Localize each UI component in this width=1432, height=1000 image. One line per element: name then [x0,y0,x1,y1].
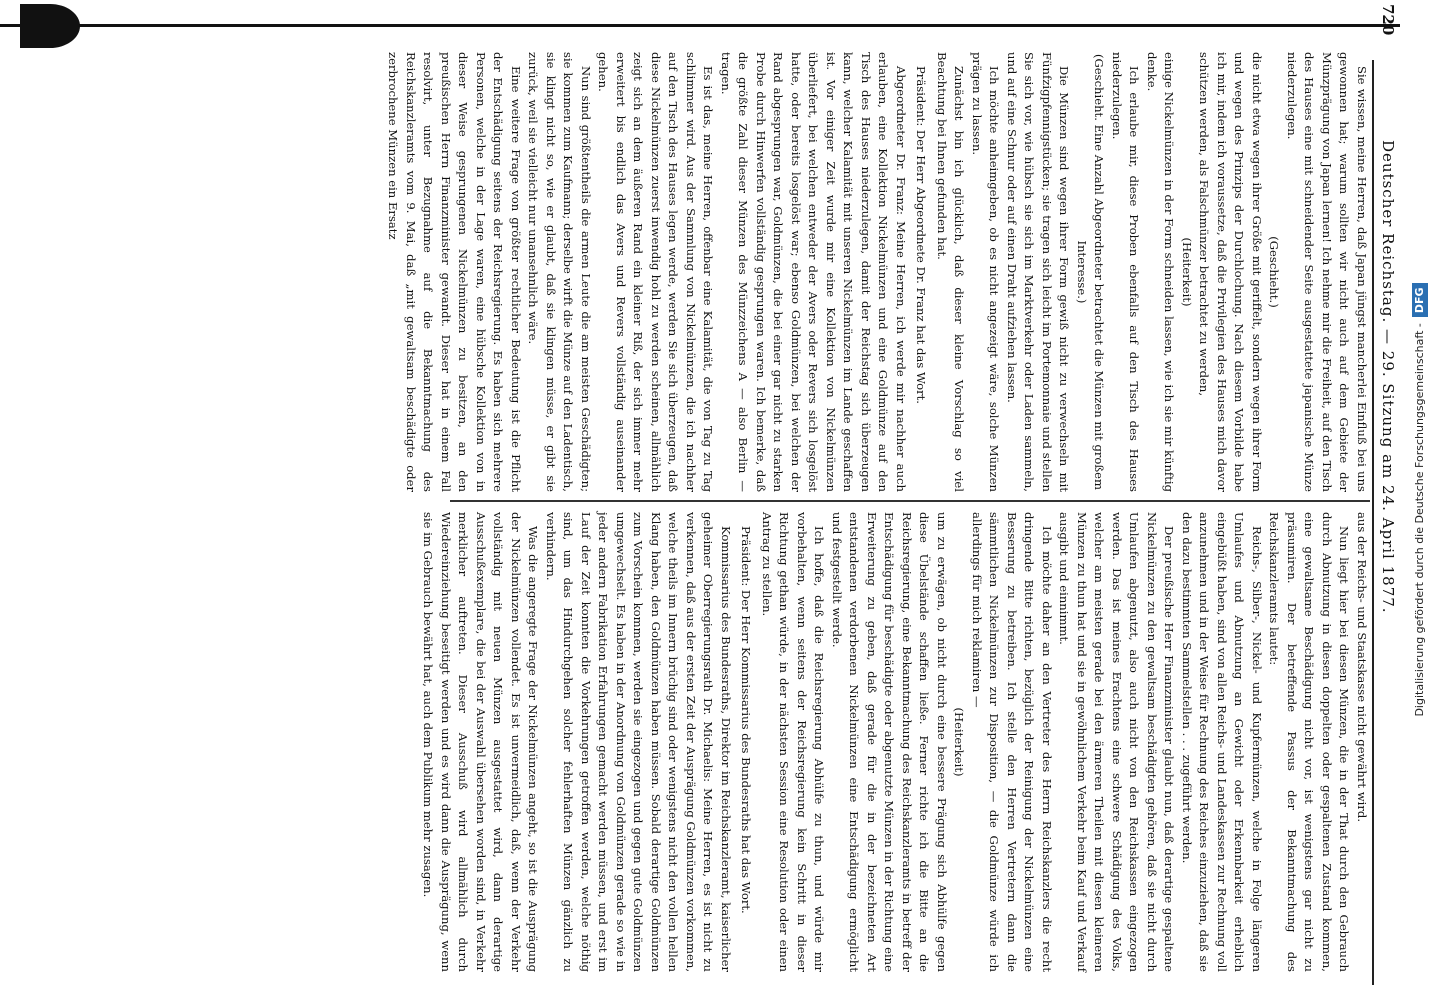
paragraph: Eine weitere Frage von größter rechtlicher Bedeutung ist die Pflicht der Entschädigung seitens der Reichsregierung. Es haben sich mehrere Personen, welche in der Lage waren, eine hübsche Kollektion von in dieser Weise gesprungenen Nickelmünzen zu besitzen, an den preußischen Herrn Finanzminister gewandt. Dieser hat in einem Fall resolvirt, unter Bezugnahme auf die Bekanntmachung des Reichskanzleramts vom 9. Mai, daß „mit gewaltsam beschädigte oder zerbrochene Münzen ein Ersatz [386,52,523,492]
stage-direction: (Heiterkeit) [1180,237,1194,307]
right-column [420,512,1370,992]
paragraph: einige Nickelmünzen in der Form schneiden lassen, wie ich sie mir künftig denke. [1145,52,1177,492]
paragraph: Zunächst bin ich glücklich, daß dieser kleine Vorschlag so viel Beachtung bei Ihnen gefunden hat. [935,52,967,492]
paragraph: Nun liegt hier bei diesen Münzen, die in der That durch den Gebrauch durch Abnutzung in diesen doppelten oder gespaltenen Zustand kommen, eine gewaltsame Beschädigung nicht vor, ist wenigstens gar nicht zu präsumiren. Der betreffende Passus der Bekanntmachung des Reichskanzleramts lautet: [1267,512,1352,972]
credit-text: Digitalisierung gefördert durch die Deutsche Forschungsgemeinschaft - [1413,323,1426,717]
speaker-paragraph: Abgeordneter Dr. Franz: Meine Herren, ich werde mir nachher auch erlauben, eine Kollektion Nickelmünzen und eine Goldmünze auf den Tisch des Hauses niederzulegen, damit der Reichstag sich überzeugen kann, welcher Kalamität mit unseren Nickelmünzen im Lande geschaffen ist. Vor einiger Zeit wurde mir eine Kollektion von Nickelmünzen überliefert, bei welchen entweder der Avers oder Revers sich losgelöst hatte, oder bereits losgelöst war; ebenso Goldmünzen, bei welchen der Rand abgesprungen war, Goldmünzen, die bei einer gar nicht zu starken Probe durch Hinwerfen vollständig gesprungen waren. Ich bemerke, daß die größte Zahl dieser Münzen des Münzzeichens A — also Berlin — tragen. [719,52,908,492]
paragraph: Ich erlaube mir, diese Proben ebenfalls auf den Tisch des Hauses niederzulegen. [1110,52,1142,492]
column-divider [450,500,1370,502]
stage-direction: (Heiterkeit) [952,707,967,777]
credit-text-line [1408,0,1432,1000]
paragraph: Der preußische Herr Finanzminister glaubt nun, daß derartige gespaltene Nickelmünzen zu den gewaltsam beschädigten gehören, daß sie nicht durch Umlaufen abgenutzt, also auch nicht von den Reichskassen eingezogen werden. Das ist meines Erachtens eine schwere Schädigung des Volks, welcher am meisten gerade bei den ärmeren Theilen mit diesen kleineren Münzen zu thun hat und sie in gewöhnlichem Verkehr beim Kauf und Verkauf ausgibt und einnimmt. [1057,512,1177,972]
header-rule [1372,60,1374,985]
running-title: Deutscher Reichstag. — 29. Sitzung am 24. April 1877. [1379,140,1397,614]
left-column-text [384,52,1370,492]
paragraph: Sie wissen, meine Herren, daß Japan jüngst mancherlei Einfluß bei uns gewonnen hat; warum sollten wir nicht auch auf dem Gebiete der Münzprägung von Japan lernen! Ich nehme mir die Freiheit, auf den Tisch des Hauses eine mit schneidender Seite ausgestattete japanische Münze niederzulegen. [1285,52,1369,492]
paragraph: um zu erwägen, ob nicht durch eine bessere Prägung sich Abhülfe gegen diese Übelstände schaffen ließe. Ferner richte ich die Bitte an die Reichsregierung, eine Bekanntmachung des Reichskanzleramts in betreff der Entschädigung für beschädigte oder abgenutzte Münzen in der Richtung eine Erweiterung zu geben, daß gerade für die in der bezeichneten Art entstandenen verdorbenen Nickelmünzen eine Entschädigung ermöglicht und festgestellt werde. [830,512,949,972]
page-edge-line [0,24,1400,27]
page-edge [0,0,1400,48]
quoted-regulation: Reichs-, Silber-, Nickel- und Kupfermünzen, welche in Folge längeren Umlaufes und Abnutzung an Gewicht oder Erkennbarkeit erheblich eingebüßt haben, sind von allen Reichs- und Landeskassen zur Rechnung voll anzunehmen und in der Weise für Rechnung des Reiches einzuziehen, daß sie den dazu bestimmten Sammelstellen . . . zugeführt werden. [1180,512,1264,972]
digitization-credit [1408,0,1432,1000]
paragraph: Ich hoffe, daß die Reichsregierung Abhülfe zu thun, und würde mir vorbehalten, wenn seitens der Reichsregierung kein Schritt in dieser Richtung gethan würde, in der nächsten Session eine Resolution oder einen Antrag zu stellen. [760,512,827,972]
binding-clip-shape [20,4,80,48]
stage-direction: (Geschieht.) [1267,236,1282,308]
paragraph: Ich möchte anheimgeben, ob es nicht angezeigt wäre, solche Münzen prägen zu lassen. [970,52,1002,492]
paragraph: aus der Reichs- und Staatskasse nicht gewährt wird. [1355,512,1369,823]
page-number: 720 [1379,4,1397,36]
paragraph: Ich möchte daher an den Vertreter des Herrn Reichskanzlers die recht dringende Bitte richten, bezüglich der Reinigung der Nickelmünzen eine Besserung zu betreiben. Ich stelle den Herren Vertretern dann die sämmtlichen Nickelmünzen zur Disposition, — die Goldmünze würde ich allerdings für mich reklamiren — [970,512,1054,972]
left-column [386,52,1370,532]
dfg-logo: DFG [1412,283,1428,317]
speaker-paragraph: Präsident: Der Herr Abgeordnete Dr. Franz hat das Wort. [914,66,929,404]
paragraph: Nun sind größtentheils die armen Leute die am meisten Geschädigten; sie kommen zum Kaufmann; derselbe wirft die Münze auf den Ladentisch, sie klingt nicht so, wie er glaubt, daß sie klingen müsse, er gibt sie zurück, weil sie vielleicht nur unansehnlich wäre. [526,52,593,492]
paragraph: Die Münzen sind wegen ihrer Form gewiß nicht zu verwechseln mit Fünfzigpfennigstücken; sie tragen sich leicht im Portemonnaie und stellen Sie sich vor, wie hübsch sie sich im Marktverkehr oder Laden sammeln, und auf eine Schnur oder auf einen Draht aufziehen lassen. [1005,52,1072,492]
paragraph: die nicht etwa wegen ihrer Größe mit geriffelt, sondern wegen ihrer Form und wegen des Prinzips der Durchlochung. Nach diesem Vorbilde habe ich mir, indem ich voraussetze, daß die Privilegien des Hauses mich davor schützen werden, als Falschmünzer betrachtet zu werden, [1197,52,1264,492]
speaker-paragraph: Kommissarius des Bundesraths, Direktor im Reichskanzleramt, kaiserlicher geheimer Oberregierungsrath Dr. Michaelis: Meine Herren, es ist nicht zu verkennen, daß aus der ersten Zeit der Ausprägung Goldmünzen vorkommen, welche theils im Innern brüchig sind oder wenigstens nicht den vollen hellen Klang haben, den Goldmünzen haben müssen. Sobald derartige Goldmünzen zum Vorschein kommen, werden sie eingezogen und gegen gute Goldmünzen umgewechselt. Es haben in der Anordnung von Goldmünzen gerade so wie in jeder andern Fabrikation Erfahrungen gemacht werden müssen, und erst im Lauf der Zeit konnten die Vorkehrungen getroffen werden, welche nöthig sind, um das Hindurchgehen solcher fehlerhaften Münzen gänzlich zu verhindern. [544,512,733,972]
right-column-text [419,512,1370,972]
paragraph: Was die angeregte Frage der Nickelmünzen angeht, so ist die Ausprägung der Nickelmünzen vollendet. Es ist unvermeidlich, daß, wenn der Verkehr vollständig mit neuen Münzen ausgestattet wird, dann derartige Ausschußexemplare, die bei der Auswahl übersehen worden sind, in Verkehr merklicher auftreten. Dieser Ausschuß wird allmählich durch Wiedereinziehung beseitigt werden und es wird dann die Ausprägung, wenn sie im Gebrauch bewährt hat, auch dem Publikum mehr zusagen. [421,512,541,972]
paragraph: Es ist das, meine Herren, offenbar eine Kalamität, die von Tag zu Tag schlimmer wird. Aus der Sammlung von Nickelmünzen, die ich nachher auf den Tisch des Hauses legen werde, werden Sie sich überzeugen, daß diese Nickelmünzen zuerst inwendig hohl zu werden scheinen, allmählich zeigt sich an dem äußeren Rand ein kleiner Riß, der sich immer mehr erweitert bis endlich das Avers und Revers vollständig auseinander gehen. [596,52,716,492]
page-header [1378,0,1398,1000]
stage-direction: (Geschieht. Eine Anzahl Abgeordneter betrachtet die Münzen mit großem Interesse.) [1075,53,1107,491]
speaker-paragraph: Präsident: Der Herr Kommissarius des Bundesraths hat das Wort. [739,526,754,914]
